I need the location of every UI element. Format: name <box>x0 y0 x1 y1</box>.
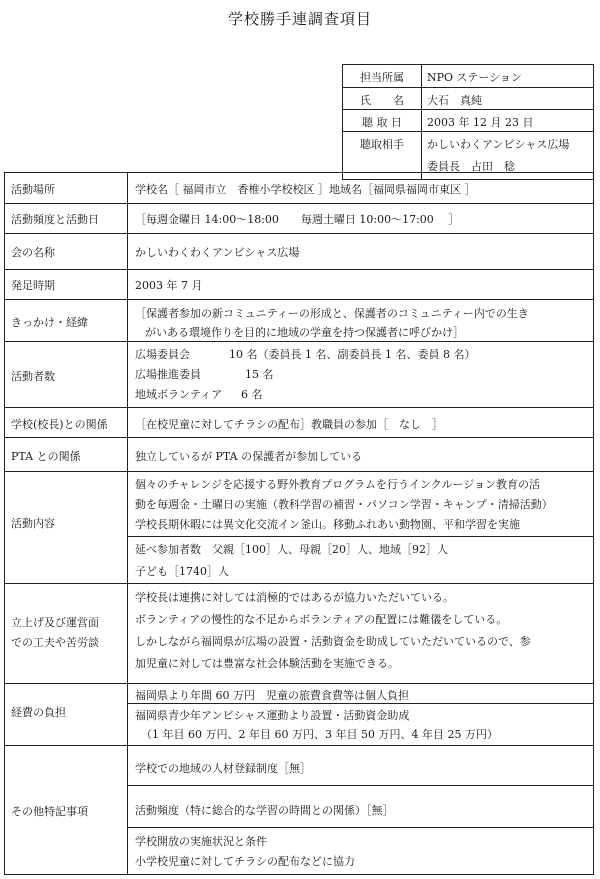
info-row-date <box>343 109 593 132</box>
other-item: 小学校児童に対してチラシの配布などに協力 <box>135 855 355 868</box>
member-count: 6 名 <box>241 388 263 401</box>
info-label: 氏 名 <box>360 94 404 107</box>
interview-info-box <box>342 64 594 180</box>
info-value: 大石 真純 <box>427 94 482 107</box>
row-value-origin-line: ［保護者参加の新コミュニティーの形成と、保護者のコミュニティー内での生き <box>135 307 529 320</box>
activity-line: 学校長期休暇には異文化交流イン釜山。移動ふれあい動物園、平和学習を実施 <box>135 518 520 531</box>
row-label-efforts: での工夫や苦労談 <box>11 636 99 649</box>
survey-table <box>4 172 594 875</box>
row-value-frequency: ［毎週金曜日 14:00～18:00 毎週土曜日 10:00～17:00 ］ <box>135 213 460 226</box>
row-divider <box>127 703 593 704</box>
activity-stats: 子ども［1740］人 <box>135 565 229 578</box>
row-divider <box>5 341 593 342</box>
row-label-school: 学校(校長)との関係 <box>11 418 108 431</box>
row-label-origin: きっかけ・経緯 <box>11 316 88 329</box>
other-item: 活動頻度（特に総合的な学習の時間との関係）［無］ <box>135 804 394 817</box>
row-divider <box>5 583 593 584</box>
member-name: 地域ボランティア <box>135 388 223 401</box>
row-label-location: 活動場所 <box>11 183 55 196</box>
efforts-line: 学校長は連携に対しては消極的ではあるが協力いただいている。 <box>135 591 454 604</box>
row-divider <box>5 407 593 408</box>
table-column-divider <box>127 173 128 874</box>
row-divider <box>5 299 593 300</box>
info-label: 担当所属 <box>360 71 404 84</box>
row-value-location: 学校名［ 福岡市立 香椎小学校校区 ］地域名［福岡県福岡市東区 ］ <box>135 183 476 196</box>
row-divider <box>5 269 593 270</box>
row-value-school: ［在校児童に対してチラシの配布］教職員の参加［ なし ］ <box>135 418 443 431</box>
other-item: 学校開放の実施状況と条件 <box>135 835 267 848</box>
costs-line: （1 年目 60 万円、2 年目 60 万円、3 年目 50 万円、4 年目 25 万円） <box>141 728 498 741</box>
row-label-frequency: 活動頻度と活動日 <box>11 213 99 226</box>
efforts-line: ボランティアの慢性的な不足からボランティアの配置には難儀をしている。 <box>135 613 508 626</box>
row-label-name: 会の名称 <box>11 246 55 259</box>
row-divider <box>127 785 593 786</box>
row-divider <box>5 233 593 234</box>
info-label: 聴取相手 <box>360 138 404 151</box>
row-label-activity: 活動内容 <box>11 517 55 530</box>
row-divider <box>5 203 593 204</box>
activity-line: 個々のチャレンジを応援する野外教育プログラムを行うインクルージョン教育の活 <box>135 478 541 491</box>
efforts-line: しかしながら福岡県が広場の設置・活動資金を助成していただいているので、参 <box>135 635 531 648</box>
info-value: 委員長 占田 稔 <box>427 160 515 173</box>
row-divider <box>5 437 593 438</box>
info-value: かしいわくアンビシャス広場 <box>427 138 570 151</box>
row-label-other: その他特記事項 <box>11 805 88 818</box>
activity-stats: 延べ参加者数 父親［100］人、母親［20］人、地域［92］人 <box>135 543 448 556</box>
row-label-members: 活動者数 <box>11 370 55 383</box>
row-divider <box>127 827 593 828</box>
row-label-pta: PTA との関係 <box>11 450 81 463</box>
info-row-name <box>343 87 593 110</box>
costs-line: 福岡県より年間 60 万円 児童の旅費食費等は個人負担 <box>135 689 409 702</box>
row-divider <box>5 745 593 746</box>
member-name: 広場委員会 <box>135 348 190 361</box>
info-row-department <box>343 65 593 87</box>
row-value-origin-line: がいある環境作りを目的に地域の学童を持つ保護者に呼びかけ］ <box>145 326 464 339</box>
other-item: 学校での地域の人材登録制度［無］ <box>135 762 311 775</box>
page-title: 学校勝手連調査項目 <box>227 10 372 28</box>
info-value: 2003 年 12 月 23 日 <box>427 116 534 129</box>
activity-line: 動を毎週金・土曜日の実施（教科学習の補習・パソコン学習・キャンプ・清掃活動） <box>135 498 553 511</box>
member-count: 15 名 <box>245 368 274 381</box>
member-name: 広場推進委員 <box>135 368 201 381</box>
info-value: NPO ステーション <box>427 71 522 84</box>
row-label-costs: 経費の負担 <box>11 706 66 719</box>
row-label-efforts: 立上げ及び運営面 <box>11 616 99 629</box>
member-count: 10 名（委員長 1 名、副委員長 1 名、委員 8 名） <box>229 348 476 361</box>
row-value-name: かしいわくわくアンビシャス広場 <box>135 246 300 259</box>
row-divider <box>5 683 593 684</box>
costs-line: 福岡県青少年アンビシャス運動より設置・活動資金助成 <box>135 709 410 722</box>
row-value-pta: 独立しているが PTA の保護者が参加している <box>135 450 363 463</box>
row-divider <box>5 471 593 472</box>
row-label-start: 発足時期 <box>11 279 55 292</box>
row-value-start: 2003 年 7 月 <box>135 279 203 292</box>
efforts-line: 加児童に対しては豊富な社会体験活動を実施できる。 <box>135 657 399 670</box>
row-divider <box>127 536 593 537</box>
info-label: 聴 取 日 <box>362 116 402 129</box>
